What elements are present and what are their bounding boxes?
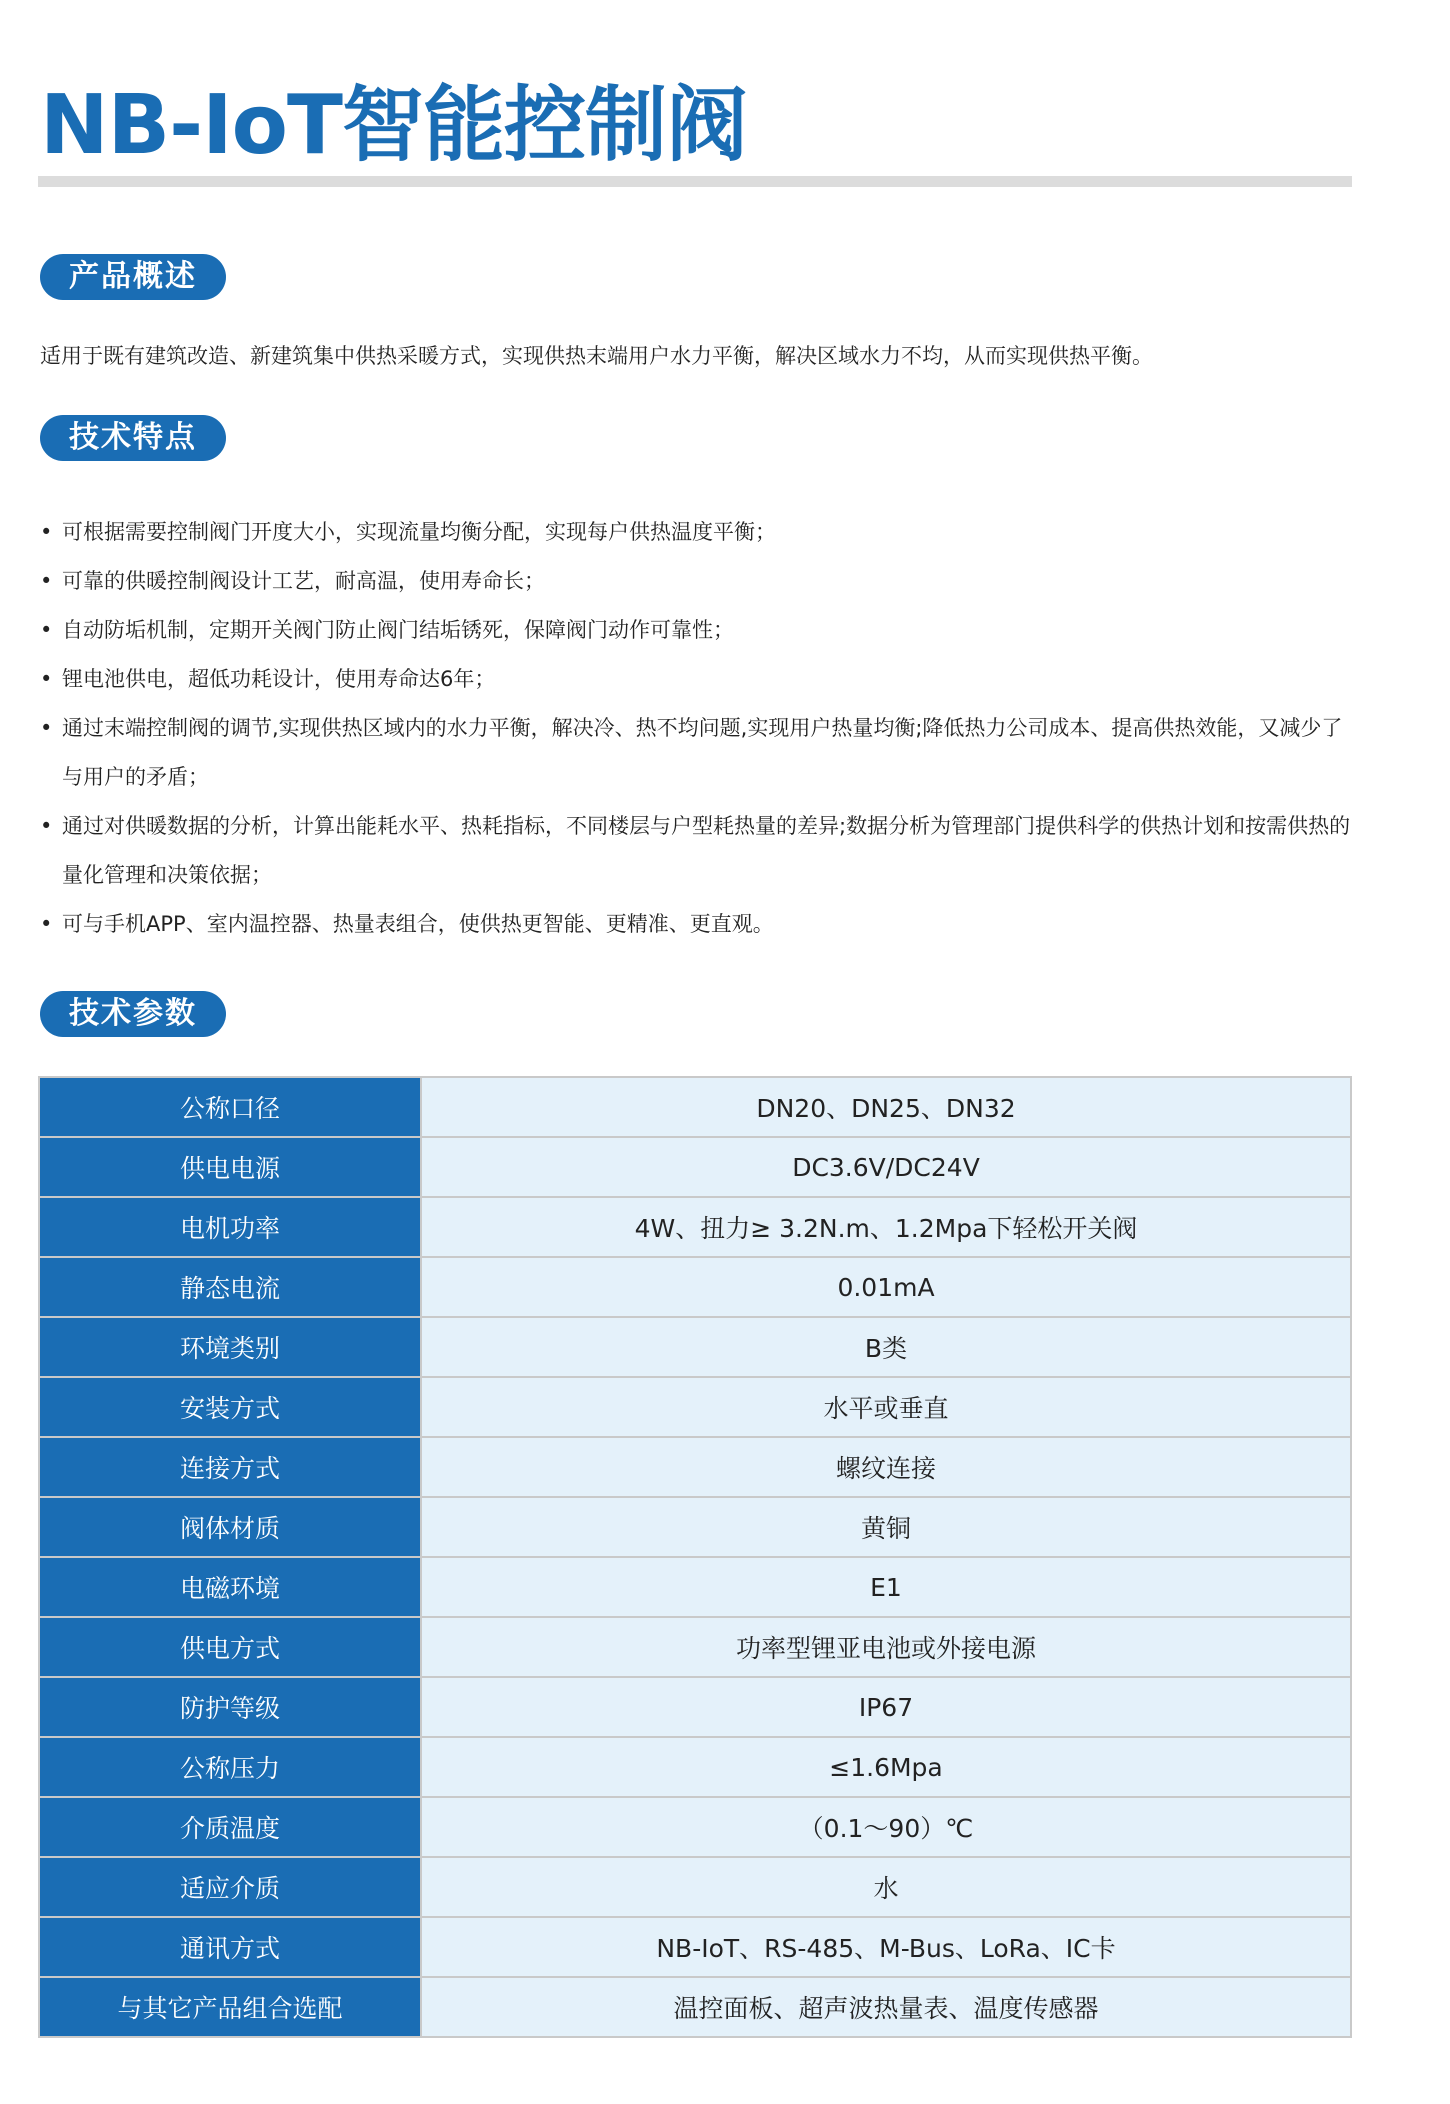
table-row: [39, 1677, 1351, 1737]
spec-value: 温控面板、超声波热量表、温度传感器: [421, 1977, 1351, 2037]
table-row: [39, 1437, 1351, 1497]
spec-value: 螺纹连接: [421, 1437, 1351, 1497]
spec-value: 4W、扭力≥ 3.2N.m、1.2Mpa下轻松开关阀: [421, 1197, 1351, 1257]
table-row: [39, 1797, 1351, 1857]
spec-value: ≤1.6Mpa: [421, 1737, 1351, 1797]
spec-value: NB-IoT、RS-485、M-Bus、LoRa、IC卡: [421, 1917, 1351, 1977]
spec-label: 介质温度: [39, 1797, 421, 1857]
spec-value: 水平或垂直: [421, 1377, 1351, 1437]
bullet-icon: •: [40, 667, 53, 691]
spec-label: 静态电流: [39, 1257, 421, 1317]
spec-label: 防护等级: [39, 1677, 421, 1737]
table-row: [39, 1077, 1351, 1137]
spec-table: [38, 1076, 1352, 2038]
table-row: [39, 1317, 1351, 1377]
spec-label: 安装方式: [39, 1377, 421, 1437]
spec-value: E1: [421, 1557, 1351, 1617]
section-heading-features: 技术特点: [40, 415, 226, 461]
table-row: [39, 1497, 1351, 1557]
bullet-icon: •: [40, 912, 53, 936]
spec-label: 电机功率: [39, 1197, 421, 1257]
spec-value: 功率型锂亚电池或外接电源: [421, 1617, 1351, 1677]
table-row: [39, 1197, 1351, 1257]
table-row: [39, 1377, 1351, 1437]
table-row: [39, 1737, 1351, 1797]
spec-value: IP67: [421, 1677, 1351, 1737]
feature-item: • 可根据需要控制阀门开度大小，实现流量均衡分配，实现每户供热温度平衡；: [40, 508, 1360, 557]
spec-label: 环境类别: [39, 1317, 421, 1377]
table-row: [39, 1977, 1351, 2037]
spec-value: B类: [421, 1317, 1351, 1377]
page-title: NB-IoT智能控制阀: [40, 78, 747, 173]
spec-label: 公称压力: [39, 1737, 421, 1797]
bullet-icon: •: [40, 618, 53, 642]
feature-item: • 锂电池供电，超低功耗设计，使用寿命达6年；: [40, 655, 1360, 704]
spec-label: 公称口径: [39, 1077, 421, 1137]
spec-value: 0.01mA: [421, 1257, 1351, 1317]
overview-text: 适用于既有建筑改造、新建筑集中供热采暖方式，实现供热末端用户水力平衡，解决区域水力不均，从而实现供热平衡。: [40, 344, 1153, 368]
feature-item: • 可靠的供暖控制阀设计工艺，耐高温，使用寿命长；: [40, 557, 1360, 606]
bullet-icon: •: [40, 716, 53, 740]
table-row: [39, 1257, 1351, 1317]
spec-value: DC3.6V/DC24V: [421, 1137, 1351, 1197]
section-heading-params: 技术参数: [40, 991, 226, 1037]
spec-label: 供电方式: [39, 1617, 421, 1677]
spec-label: 适应介质: [39, 1857, 421, 1917]
section-heading-overview: 产品概述: [40, 254, 226, 300]
bullet-icon: •: [40, 520, 53, 544]
table-row: [39, 1617, 1351, 1677]
feature-item: • 自动防垢机制，定期开关阀门防止阀门结垢锈死，保障阀门动作可靠性；: [40, 606, 1360, 655]
spec-value: 黄铜: [421, 1497, 1351, 1557]
feature-list: [40, 508, 1360, 949]
spec-label: 与其它产品组合选配: [39, 1977, 421, 2037]
title-divider: [38, 176, 1352, 187]
spec-label: 阀体材质: [39, 1497, 421, 1557]
bullet-icon: •: [40, 569, 53, 593]
table-row: [39, 1557, 1351, 1617]
spec-value: （0.1～90）℃: [421, 1797, 1351, 1857]
feature-item: • 可与手机APP、室内温控器、热量表组合，使供热更智能、更精准、更直观。: [40, 900, 1360, 949]
spec-label: 电磁环境: [39, 1557, 421, 1617]
spec-label: 通讯方式: [39, 1917, 421, 1977]
bullet-icon: •: [40, 814, 53, 838]
table-row: [39, 1857, 1351, 1917]
spec-value: DN20、DN25、DN32: [421, 1077, 1351, 1137]
table-row: [39, 1917, 1351, 1977]
feature-item: • 通过对供暖数据的分析，计算出能耗水平、热耗指标，不同楼层与户型耗热量的差异;数据分析为管理部门提供科学的供热计划和按需供热的量化管理和决策依据；: [40, 802, 1360, 900]
spec-label: 供电电源: [39, 1137, 421, 1197]
table-row: [39, 1137, 1351, 1197]
spec-value: 水: [421, 1857, 1351, 1917]
feature-item: • 通过末端控制阀的调节,实现供热区域内的水力平衡，解决冷、热不均问题,实现用户热量均衡;降低热力公司成本、提高供热效能，又减少了与用户的矛盾；: [40, 704, 1360, 802]
spec-label: 连接方式: [39, 1437, 421, 1497]
